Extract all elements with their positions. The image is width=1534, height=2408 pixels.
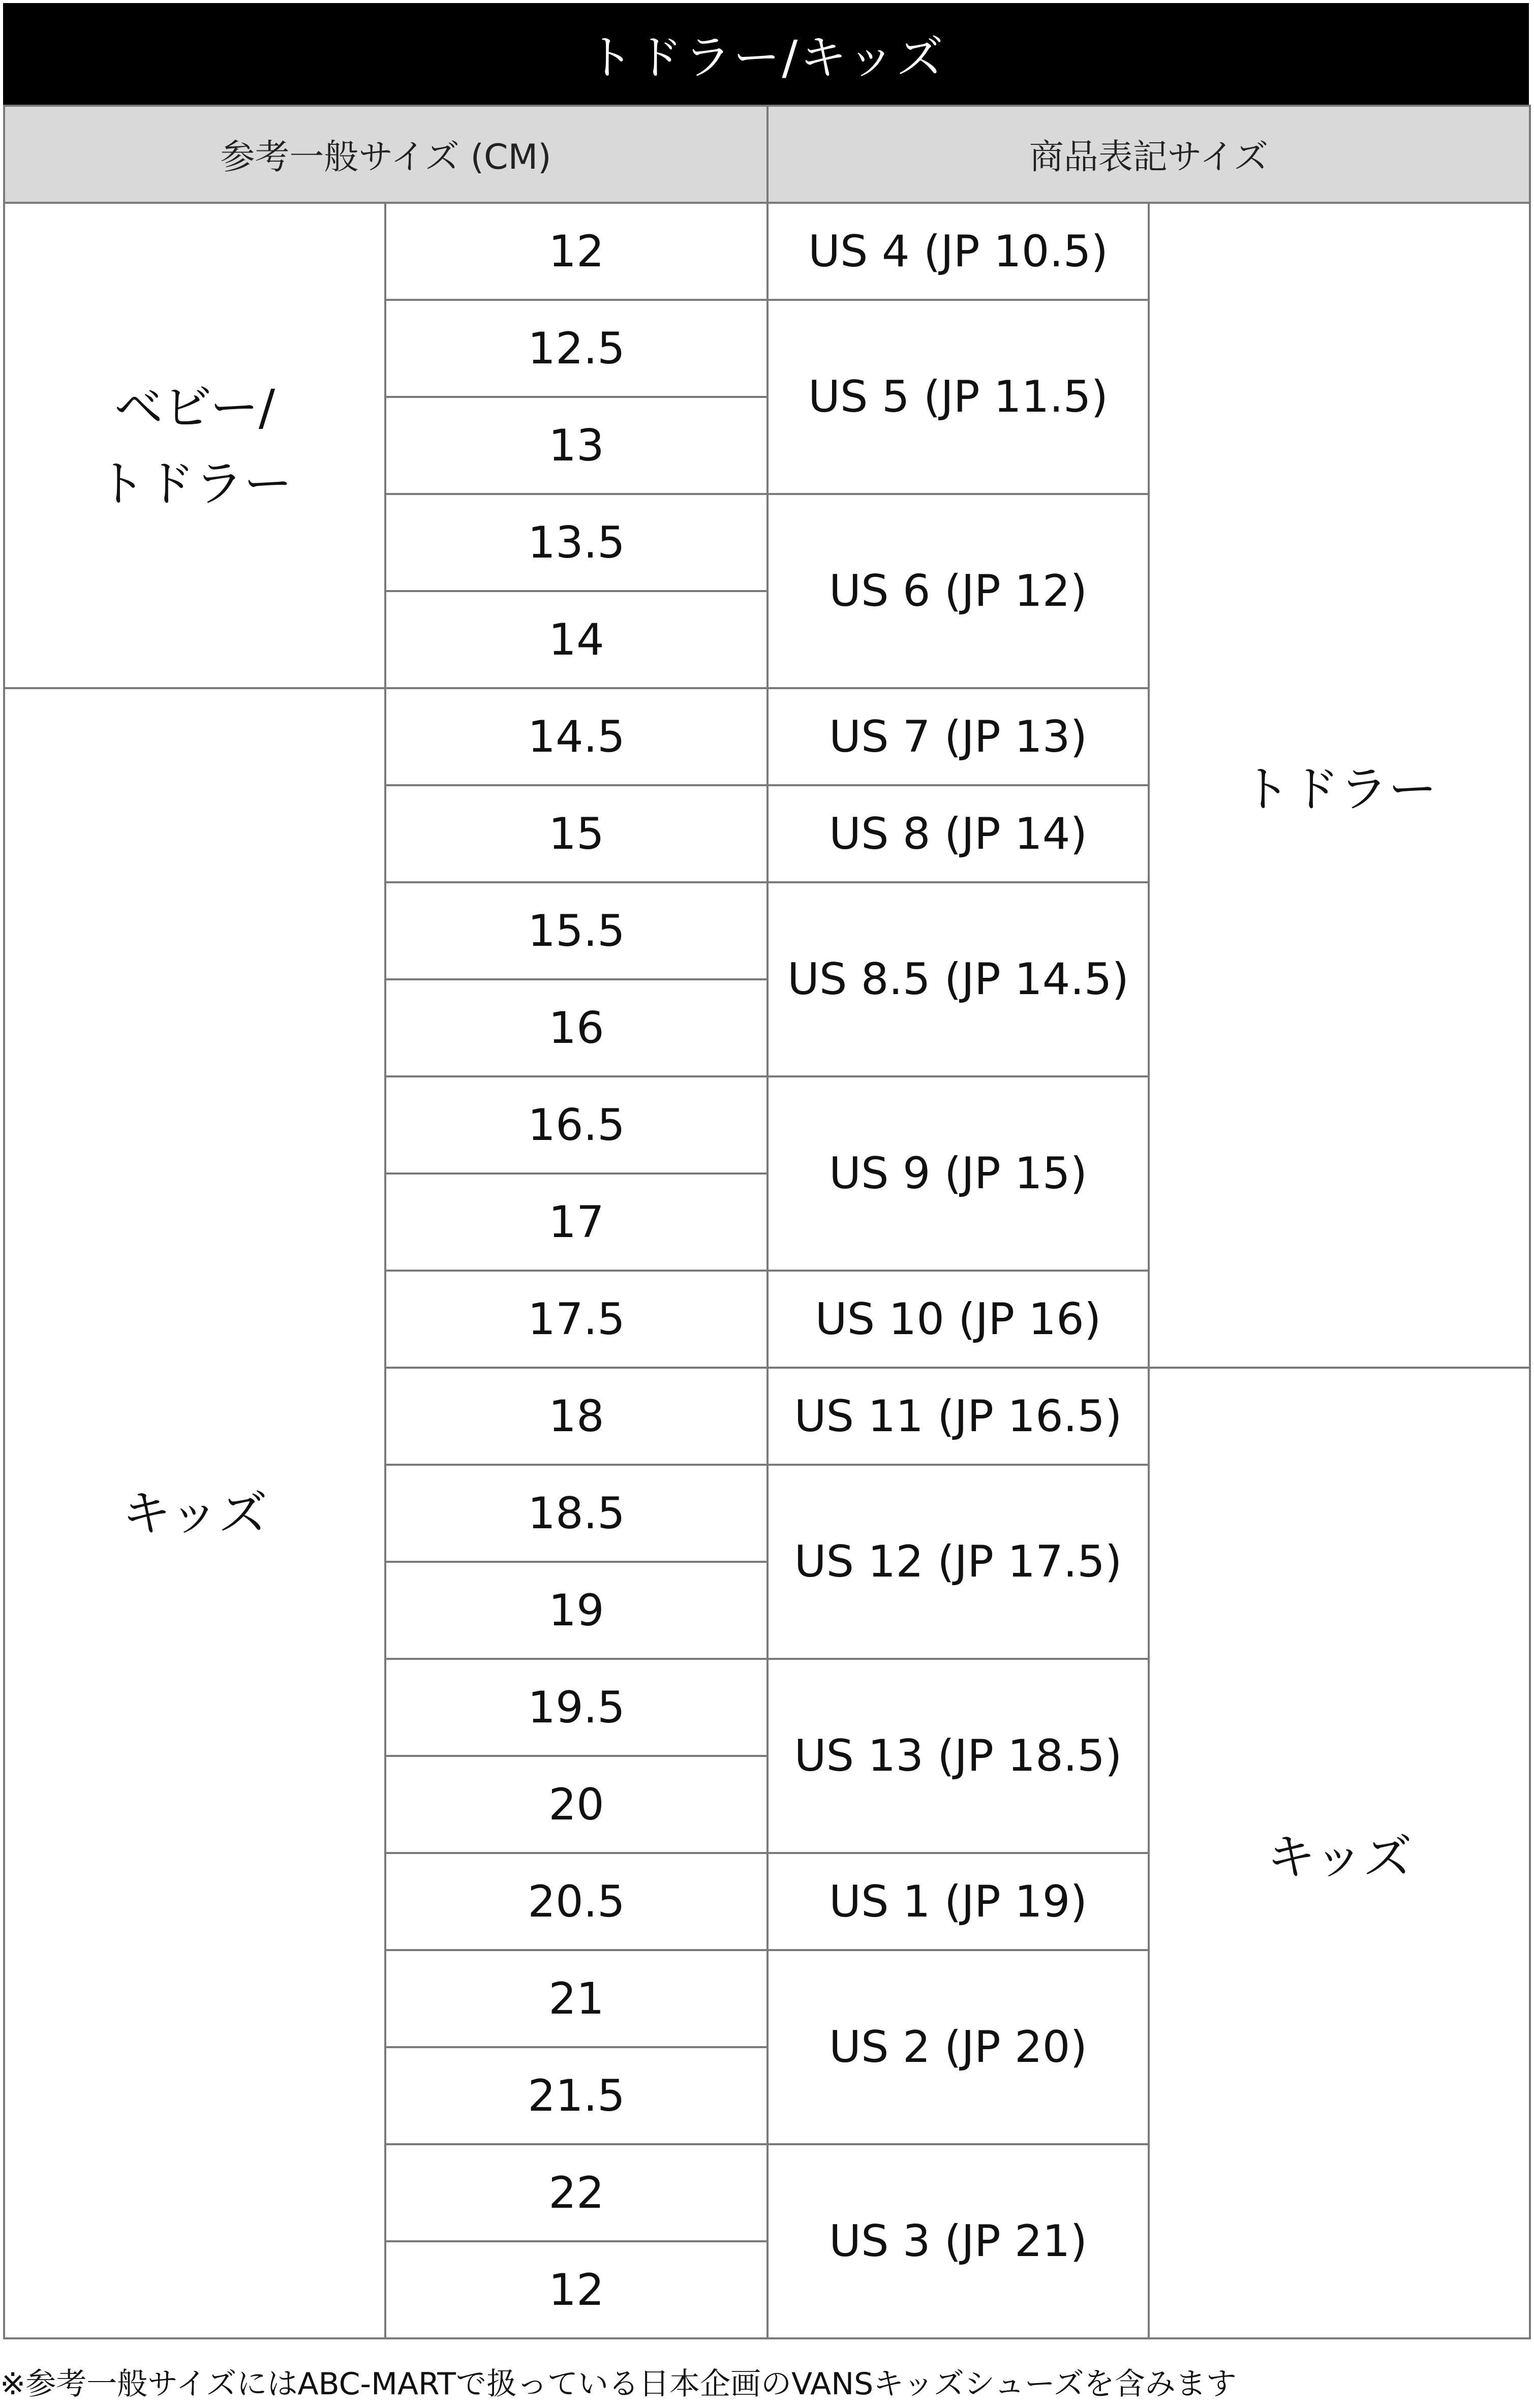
us-cell: US 2 (JP 20) <box>768 1950 1149 2144</box>
size-table <box>3 105 1531 2339</box>
us-cell: US 5 (JP 11.5) <box>768 300 1149 494</box>
cm-cell: 19.5 <box>385 1659 768 1756</box>
cm-cell: 17 <box>385 1174 768 1271</box>
cm-cell: 14.5 <box>385 688 768 785</box>
category-kids: キッズ <box>1149 1368 1530 2338</box>
group-baby-toddler-line2: トドラー <box>97 455 292 512</box>
us-cell: US 6 (JP 12) <box>768 494 1149 688</box>
cm-cell: 20 <box>385 1756 768 1853</box>
header-row <box>4 106 1530 203</box>
table-row <box>4 203 1530 300</box>
cm-cell: 14 <box>385 591 768 688</box>
cm-cell: 21 <box>385 1950 768 2047</box>
cm-cell: 15 <box>385 785 768 882</box>
cm-cell: 12 <box>385 2241 768 2338</box>
cm-cell: 15.5 <box>385 882 768 979</box>
group-kids: キッズ <box>4 688 385 2338</box>
group-baby-toddler <box>4 203 385 688</box>
cm-cell: 21.5 <box>385 2047 768 2144</box>
us-cell: US 10 (JP 16) <box>768 1271 1149 1368</box>
cm-cell: 22 <box>385 2144 768 2241</box>
cm-cell: 12 <box>385 203 768 300</box>
cm-cell: 16.5 <box>385 1076 768 1174</box>
header-product-size: 商品表記サイズ <box>768 106 1530 203</box>
chart-title: トドラー/キッズ <box>3 3 1529 105</box>
us-cell: US 3 (JP 21) <box>768 2144 1149 2338</box>
us-cell: US 8.5 (JP 14.5) <box>768 882 1149 1076</box>
us-cell: US 1 (JP 19) <box>768 1853 1149 1950</box>
cm-cell: 13.5 <box>385 494 768 591</box>
cm-cell: 18.5 <box>385 1465 768 1562</box>
cm-cell: 17.5 <box>385 1271 768 1368</box>
footnote: ※参考一般サイズにはABC-MARTで扱っている日本企画のVANSキッズシューズを含みます <box>0 2366 1237 2402</box>
us-cell: US 13 (JP 18.5) <box>768 1659 1149 1853</box>
us-cell: US 4 (JP 10.5) <box>768 203 1149 300</box>
us-cell: US 11 (JP 16.5) <box>768 1368 1149 1465</box>
us-cell: US 12 (JP 17.5) <box>768 1465 1149 1659</box>
us-cell: US 7 (JP 13) <box>768 688 1149 785</box>
cm-cell: 12.5 <box>385 300 768 397</box>
us-cell: US 9 (JP 15) <box>768 1076 1149 1271</box>
cm-cell: 19 <box>385 1562 768 1659</box>
category-toddler: トドラー <box>1149 203 1530 1368</box>
cm-cell: 18 <box>385 1368 768 1465</box>
cm-cell: 13 <box>385 397 768 494</box>
header-reference-size: 参考一般サイズ (CM) <box>4 106 768 203</box>
cm-cell: 16 <box>385 979 768 1076</box>
us-cell: US 8 (JP 14) <box>768 785 1149 882</box>
group-baby-toddler-line1: ベビー/ <box>114 379 275 436</box>
cm-cell: 20.5 <box>385 1853 768 1950</box>
